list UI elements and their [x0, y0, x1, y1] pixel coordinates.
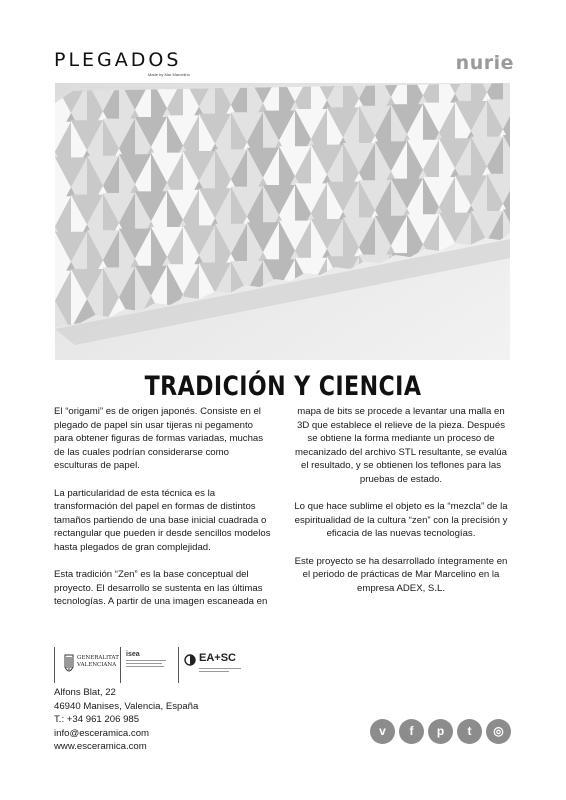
email-link[interactable]: info@esceramica.com — [54, 727, 150, 739]
easc-label: EA+SC — [199, 652, 236, 664]
facebook-icon[interactable]: f — [399, 719, 424, 744]
body-column-left — [54, 405, 274, 623]
contact-info — [54, 686, 198, 754]
paragraph: mapa de bits se procede a levantar una malla en 3D que establece el relieve de la pieza. Después se obtiene la forma mediante un proceso de mecanizado del archivo STL resultante, se evalúa el resultado, y se obtienen los teflones para las pruebas de estado. — [295, 406, 507, 485]
generalitat-line: GENERALITAT — [77, 655, 119, 661]
divider — [120, 647, 121, 683]
brand-name: PLEGADOS — [54, 49, 182, 71]
website-link[interactable]: www.esceramica.com — [54, 741, 147, 753]
address-city: 46940 Manises, Valencia, España — [54, 700, 199, 712]
sponsor-logos — [54, 647, 244, 683]
divider — [54, 647, 55, 683]
paragraph: El “origami” es de origen japonés. Consiste en el plegado de papel sin usar tijeras ni pegamento para obtener figuras de formas variadas, muchas de las cuales podrían considerarse como esculturas de papel. — [54, 406, 264, 472]
generalitat-line: VALENCIANA — [77, 662, 117, 668]
paragraph: La particularidad de esta técnica es la transformación del papel en formas de distintos tamaños partiendo de una base inicial cuadrada o rectangular que pueden ir desde sencillos modelos hasta plegados de gran complejidad. — [54, 487, 271, 553]
folded-paper-image — [55, 83, 510, 360]
paragraph: Lo que hace sublime el objeto es la “mezcla” de la espiritualidad de la cultura “zen” con la precisión y eficacia de las nuevas tecnologías. — [294, 501, 508, 540]
easc-fineprint-icon — [199, 668, 241, 672]
brand-tagline: Made by Mar Marcelino — [148, 72, 190, 77]
partner-logo: nurie — [455, 52, 514, 74]
pinterest-icon[interactable]: p — [428, 719, 453, 744]
address-street: Alfons Blat, 22 — [54, 687, 116, 698]
brand-logo — [54, 49, 190, 77]
issuu-icon[interactable]: ◎ — [486, 719, 511, 744]
crest-icon — [64, 653, 74, 675]
vimeo-icon[interactable]: v — [370, 719, 395, 744]
paragraph: Esta tradición “Zen” es la base conceptual del proyecto. El desarrollo se sustenta en las últimas tecnologías. A partir de una imagen escaneada en — [54, 569, 268, 608]
isea-logo — [126, 651, 174, 667]
section-title: TRADICIÓN Y CIENCIA — [144, 371, 422, 402]
isea-fineprint-icon — [126, 660, 174, 667]
paragraph: Este proyecto se ha desarrollado íntegramente en el periodo de prácticas de Mar Marcelino en la empresa ADEX, S.L. — [294, 555, 508, 594]
twitter-icon[interactable]: t — [457, 719, 482, 744]
isea-label: isea — [126, 651, 140, 658]
divider — [178, 647, 179, 683]
phone: T.: +34 961 206 985 — [54, 714, 140, 726]
body-column-right — [291, 405, 511, 609]
circle-mark-icon — [184, 653, 196, 671]
